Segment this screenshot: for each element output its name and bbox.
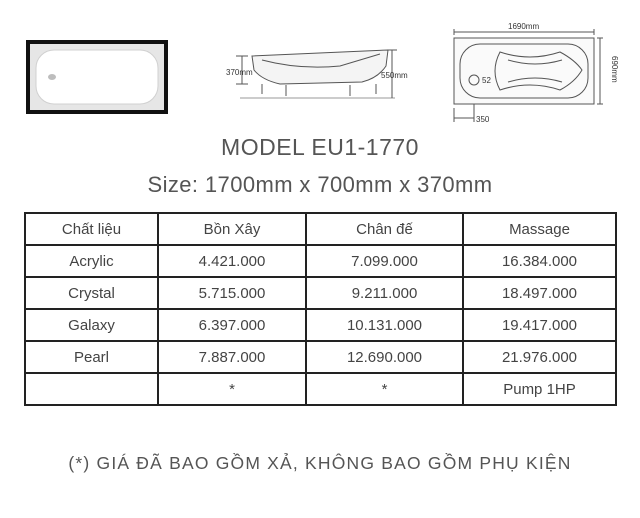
table-cell: 12.690.000 <box>306 341 463 373</box>
drain-label: 52 <box>482 76 491 85</box>
header-cell-material: Chất liệu <box>25 213 158 245</box>
table-cell: 7.099.000 <box>306 245 463 277</box>
top-length-label: 1690mm <box>508 22 540 31</box>
table-row <box>25 277 616 309</box>
table-cell: Acrylic <box>25 245 158 277</box>
table-cell: Crystal <box>25 277 158 309</box>
table-row <box>25 245 616 277</box>
table-cell: 4.421.000 <box>158 245 306 277</box>
side-view-drawing <box>236 50 397 98</box>
table-cell: 6.397.000 <box>158 309 306 341</box>
header-cell-built-in: Bồn Xây <box>158 213 306 245</box>
table-cell: 18.497.000 <box>463 277 616 309</box>
side-total-height-label: 550mm <box>381 71 408 80</box>
price-table <box>24 212 617 406</box>
table-cell: 16.384.000 <box>463 245 616 277</box>
size-line: Size: 1700mm x 700mm x 370mm <box>147 172 493 197</box>
table-row <box>25 309 616 341</box>
table-cell: Pearl <box>25 341 158 373</box>
top-width-label: 690mm <box>610 56 619 83</box>
table-cell: 5.715.000 <box>158 277 306 309</box>
model-title: MODEL EU1-1770 <box>221 134 419 160</box>
bathtub-photo <box>26 40 168 114</box>
header-cell-stand: Chân đế <box>306 213 463 245</box>
table-header-row <box>25 213 616 245</box>
table-cell: * <box>158 373 306 405</box>
table-cell: 19.417.000 <box>463 309 616 341</box>
product-drawings <box>0 0 640 130</box>
table-cell: * <box>306 373 463 405</box>
table-cell: 21.976.000 <box>463 341 616 373</box>
table-cell: 7.887.000 <box>158 341 306 373</box>
table-cell <box>25 373 158 405</box>
price-note: (*) GIÁ ĐÃ BAO GỒM XẢ, KHÔNG BAO GỒM PHỤ KIỆN <box>68 453 572 473</box>
top-view-drawing <box>454 29 603 122</box>
table-cell: 10.131.000 <box>306 309 463 341</box>
table-cell: Pump 1HP <box>463 373 616 405</box>
table-row <box>25 373 616 405</box>
table-cell: 9.211.000 <box>306 277 463 309</box>
table-row <box>25 341 616 373</box>
offset-label: 350 <box>476 115 490 124</box>
table-cell: Galaxy <box>25 309 158 341</box>
side-height-label: 370mm <box>226 68 253 77</box>
header-cell-massage: Massage <box>463 213 616 245</box>
